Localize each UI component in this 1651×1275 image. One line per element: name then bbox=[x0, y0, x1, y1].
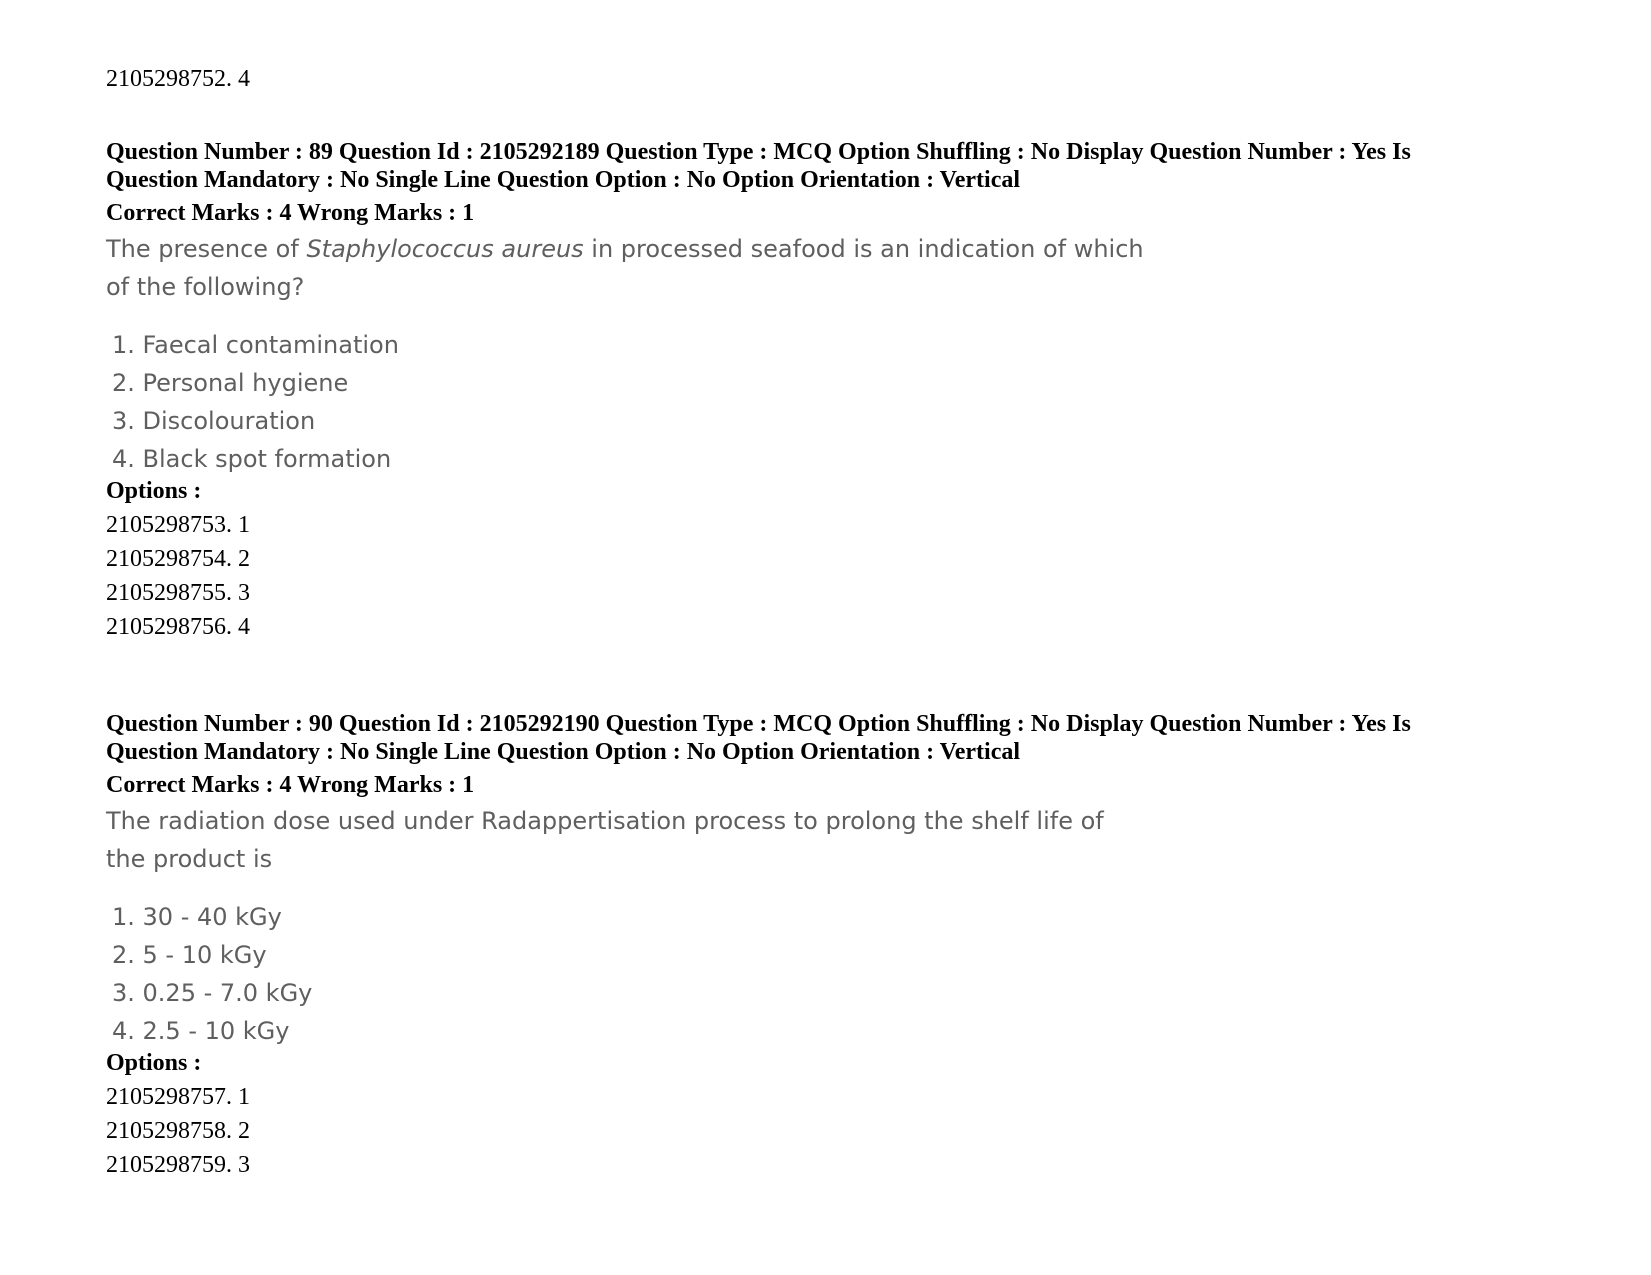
choice-list bbox=[112, 898, 1546, 1050]
options-label: Options : bbox=[106, 478, 202, 504]
question-text-italic: Staphylococcus aureus bbox=[306, 235, 584, 263]
previous-option: 2105298752. 4 bbox=[106, 66, 250, 92]
option-id: 2105298755. 3 bbox=[106, 580, 250, 606]
question-meta-line2: Question Mandatory : No Single Line Question Option : No Option Orientation : Vertical bbox=[106, 167, 1021, 193]
question-text bbox=[106, 230, 1146, 306]
option-id: 2105298758. 2 bbox=[106, 1118, 250, 1144]
option-id: 2105298754. 2 bbox=[106, 546, 250, 572]
choice-item: 1. Faecal contamination bbox=[112, 331, 399, 359]
option-id: 2105298759. 3 bbox=[106, 1152, 250, 1178]
question-90 bbox=[106, 710, 1546, 1182]
option-id: 2105298756. 4 bbox=[106, 614, 250, 640]
question-89 bbox=[106, 138, 1546, 644]
question-text-before: The presence of bbox=[106, 235, 307, 263]
choice-item: 4. Black spot formation bbox=[112, 445, 392, 473]
choice-item: 3. 0.25 - 7.0 kGy bbox=[112, 979, 313, 1007]
question-meta-line1: Question Number : 90 Question Id : 2105292190 Question Type : MCQ Option Shuffling : No Display Question Number : Yes Is bbox=[106, 711, 1411, 737]
options-label: Options : bbox=[106, 1050, 202, 1076]
question-text-after: in processed seafood is an indication of which of the following? bbox=[106, 235, 1144, 301]
question-marks: Correct Marks : 4 Wrong Marks : 1 bbox=[106, 772, 475, 798]
option-id: 2105298753. 1 bbox=[106, 512, 250, 538]
question-meta-line2: Question Mandatory : No Single Line Question Option : No Option Orientation : Vertical bbox=[106, 739, 1021, 765]
question-meta-line1: Question Number : 89 Question Id : 2105292189 Question Type : MCQ Option Shuffling : No Display Question Number : Yes Is bbox=[106, 139, 1411, 165]
choice-item: 4. 2.5 - 10 kGy bbox=[112, 1017, 290, 1045]
choice-item: 3. Discolouration bbox=[112, 407, 316, 435]
option-id: 2105298757. 1 bbox=[106, 1084, 250, 1110]
question-marks: Correct Marks : 4 Wrong Marks : 1 bbox=[106, 200, 475, 226]
choice-item: 2. 5 - 10 kGy bbox=[112, 941, 267, 969]
choice-item: 1. 30 - 40 kGy bbox=[112, 903, 282, 931]
choice-item: 2. Personal hygiene bbox=[112, 369, 349, 397]
choice-list bbox=[112, 326, 1546, 478]
question-text: The radiation dose used under Radappertisation process to prolong the shelf life of the product is bbox=[106, 807, 1104, 873]
